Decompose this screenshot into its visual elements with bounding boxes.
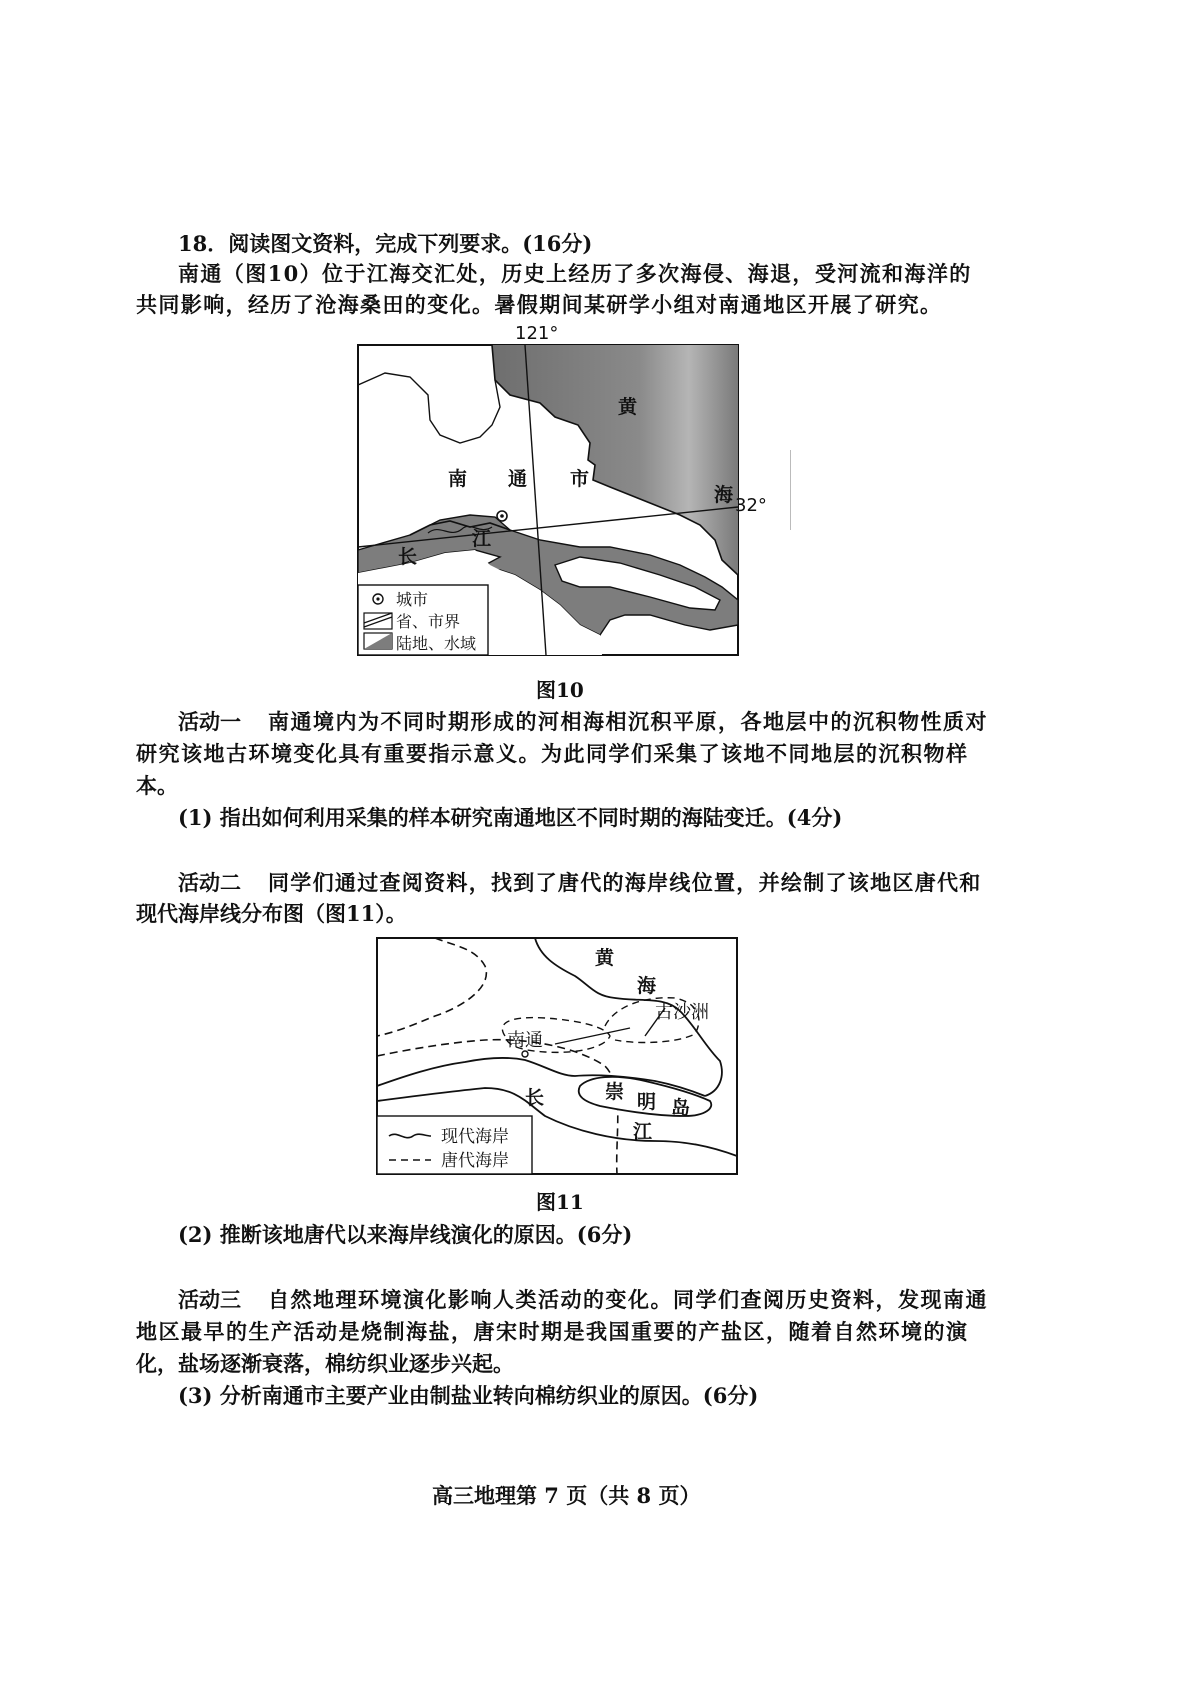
- figure-10-caption: 图10: [536, 678, 584, 702]
- river-label-1: 长: [398, 546, 418, 568]
- legend-modern: 现代海岸: [441, 1127, 509, 1147]
- activity3-line2: 地区最早的生产活动是烧制海盐，唐宋时期是我国重要的产盐区，随着自然环境的演: [136, 1319, 969, 1344]
- activity3-line3: 化，盐场逐渐衰落，棉纺织业逐步兴起。: [136, 1351, 514, 1376]
- fig11-gushazhou: 古沙洲: [655, 1002, 709, 1023]
- figure-10-map: [350, 325, 810, 670]
- sea-label-2: 海: [714, 484, 734, 506]
- activity2-line1: 同学们通过查阅资料，找到了唐代的海岸线位置，并绘制了该地区唐代和: [268, 870, 982, 895]
- activity1-line2: 研究该地古环境变化具有重要指示意义。为此同学们采集了该地不同地层的沉积物样: [136, 741, 969, 766]
- sea-label-1: 黄: [618, 396, 638, 418]
- question-3: (3) 分析南通市主要产业由制盐业转向棉纺织业的原因。(6分): [178, 1383, 759, 1408]
- city-label-3: 市: [570, 468, 590, 490]
- fig11-nantong: 南通: [507, 1030, 543, 1051]
- question-1: (1) 指出如何利用采集的样本研究南通地区不同时期的海陆变迁。(4分): [178, 805, 843, 830]
- figure-11-map: [375, 936, 740, 1178]
- legend-boundary: 省、市界: [396, 612, 461, 631]
- lon-label: 121°: [515, 325, 559, 344]
- activity2-line2: 现代海岸线分布图（图11）。: [136, 901, 407, 926]
- fig11-sea-2: 海: [637, 975, 657, 997]
- activity1-line3: 本。: [136, 773, 178, 798]
- fig11-chong: 崇: [605, 1081, 625, 1103]
- fig11-jiang: 江: [633, 1121, 653, 1143]
- fig11-dao: 岛: [671, 1097, 691, 1119]
- activity3-line1: 自然地理环境演化影响人类活动的变化。同学们查阅历史资料，发现南通: [268, 1287, 988, 1312]
- fig11-ming: 明: [637, 1091, 657, 1113]
- activity3-title: 活动三: [178, 1287, 241, 1312]
- figure-11-caption: 图11: [536, 1190, 584, 1214]
- legend-city: 城市: [396, 590, 429, 609]
- question-heading: 18．阅读图文资料，完成下列要求。(16分): [178, 231, 593, 256]
- scan-mark: [790, 450, 791, 530]
- fig11-chang: 长: [525, 1087, 545, 1109]
- legend-tang: 唐代海岸: [441, 1151, 509, 1171]
- fig11-sea-1: 黄: [595, 947, 615, 969]
- intro-line-2: 共同影响，经历了沧海桑田的变化。暑假期间某研学小组对南通地区开展了研究。: [136, 292, 943, 317]
- activity1-title: 活动一: [178, 709, 241, 734]
- activity2-title: 活动二: [178, 870, 241, 895]
- city-label-2: 通: [508, 468, 528, 490]
- city-label-1: 南: [448, 468, 468, 490]
- question-2: (2) 推断该地唐代以来海岸线演化的原因。(6分): [178, 1222, 633, 1247]
- activity1-line1: 南通境内为不同时期形成的河相海相沉积平原，各地层中的沉积物性质对: [268, 709, 988, 734]
- river-label-2: 江: [472, 528, 492, 550]
- lat-label: 32°: [735, 495, 767, 516]
- legend-land-water: 陆地、水域: [396, 634, 477, 653]
- page-footer: 高三地理第 7 页（共 8 页）: [432, 1483, 701, 1508]
- intro-line-1: 南通（图10）位于江海交汇处，历史上经历了多次海侵、海退，受河流和海洋的: [178, 261, 972, 286]
- nantong-dot: [522, 1051, 528, 1057]
